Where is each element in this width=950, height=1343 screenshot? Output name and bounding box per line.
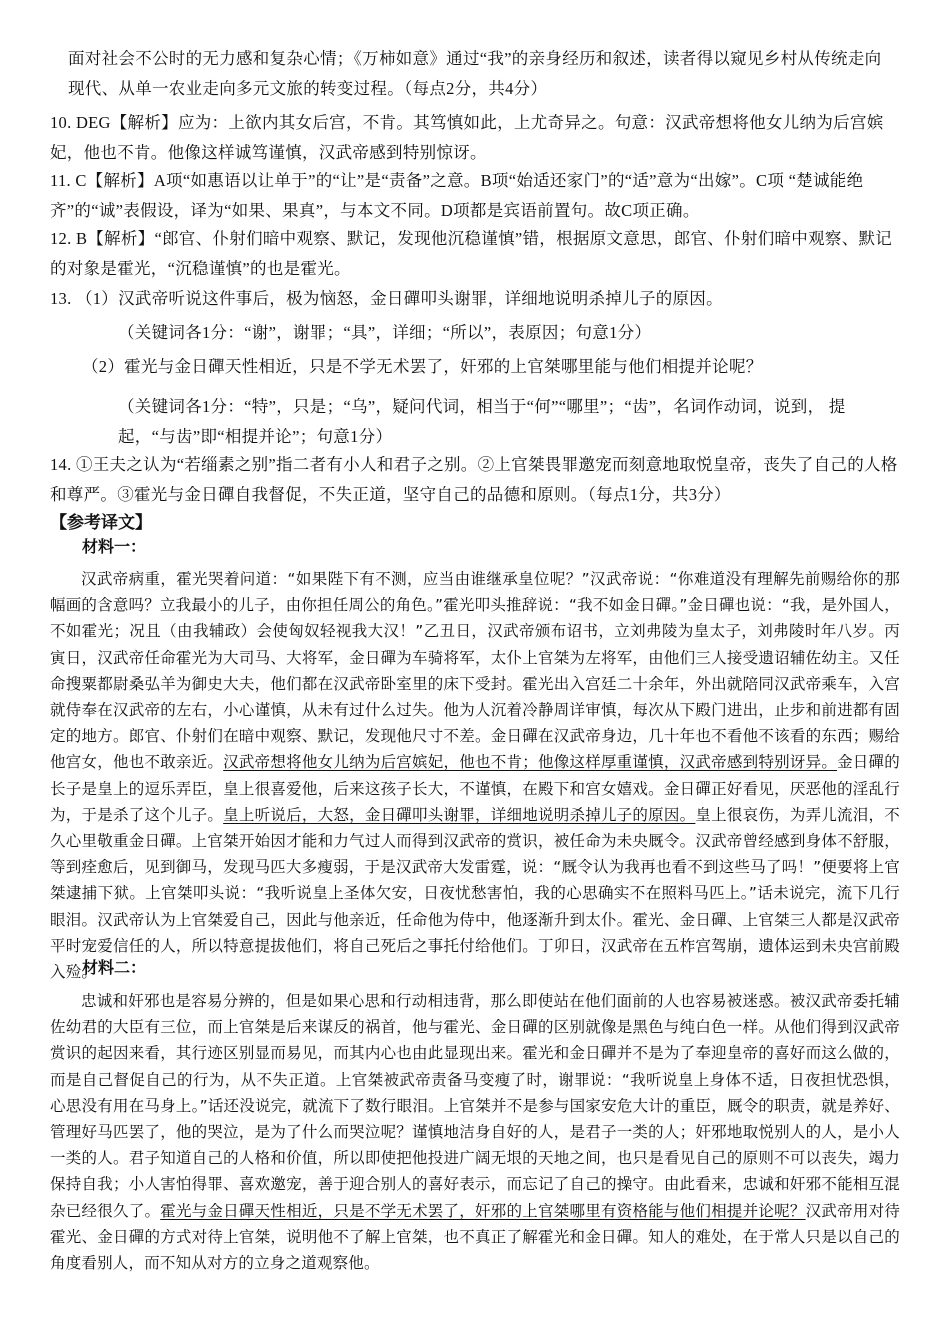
material-one-translation [50, 566, 900, 985]
q13-part2: （2）霍光与金日磾天性相近，只是不学无术罢了，奸邪的上官桀哪里能与他们相提并论呢？ [82, 357, 763, 376]
material-two-underlined: 霍光与金日磾天性相近，只是不学无术罢了，奸邪的上官桀哪里有资格能与他们相提并论呢？ [160, 1201, 806, 1220]
q13-part2-scoring: （关键词各1分：“特”，只是；“乌”，疑问代词，相当于“何”“哪里”；“齿”，名词作动词，说到， 提起，“与齿”即“相提并论”；句意1分） [118, 397, 846, 446]
material-one-text-c: 皇上很哀伤，为弄儿流泪，不久心里敬重金日磾。上官桀开始因才能和力气过人而得到汉武帝的赏识，被任命为未央厩令。汉武帝曾经感到身体不舒服，等到痊愈后，见到御马，发现马匹大多瘦弱，于是汉武帝大发雷霆，说：“厩令认为我再也看不到这些马了吗！”便要将上官桀逮捕下狱。上官桀叩头说：“我听说皇上圣体欠安，日夜忧愁害怕，我的心思确实不在照料马匹上。”话未说完，流下几行眼泪。汉武帝认为上官桀爱自己，因此与他亲近，任命他为侍中，他逐渐升到太仆。霍光、金日磾、上官桀三人都是汉武帝平时宠爱信任的人，所以特意提拔他们，将自己死后之事托付给他们。丁卯日，汉武帝在五柞宫驾崩，遗体运到未央宫前殿入殓。 [50, 805, 900, 982]
material-two-heading: 材料二： [82, 958, 147, 977]
q13-part1-scoring: （关键词各1分：“谢”，谢罪；“具”，详细；“所以”，表原因；句意1分） [118, 323, 652, 342]
material-two-translation [50, 988, 900, 1276]
material-two-text-b: 汉武帝用对待霍光、金日磾的方式对待上官桀，说明他不了解上官桀，也不真正了解霍光和金日磾。知人的难处，在于常人只是以自己的角度看别人，而不知从对方的立身之道观察他。 [50, 1201, 901, 1273]
material-two-text-a: 忠诚和奸邪也是容易分辨的，但是如果心思和行动相违背，那么即使站在他们面前的人也容易被迷惑。被汉武帝委托辅佐幼君的大臣有三位，而上官桀是后来谋反的祸首，他与霍光、金日磾的区别就像是黑色与纯白色一样。从他们得到汉武帝赏识的起因来看，其行迹区别显而易见，而其内心也由此显现出来。霍光和金日磾并不是为了奉迎皇帝的喜好而这么做的，而是自己督促自己的行为，从不失正道。上官桀被武帝责备马变瘦了时，谢罪说：“我听说皇上身体不适，日夜担忧恐惧，心思没有用在马身上。”话还没说完，就流下了数行眼泪。上官桀并不是参与国家安危大计的重臣，厩令的职责，就是养好、管理好马匹罢了，他的哭泣，是为了什么而哭泣呢？谨慎地洁身自好的人，是君子一类的人；奸邪地取悦别人的人，是小人一类的人。君子知道自己的人格和价值，所以即使把他投进广阔无垠的天地之间，也只是看见自己的原则不可以丧失，竭力保持自我；小人害怕得罪、喜欢邀宠，善于迎合别人的喜好表示，而忘记了自己的操守。由此看来，忠诚和奸邪不能相互混杂已经很久了。 [50, 992, 900, 1220]
q10-answer: 10. DEG【解析】应为：上欲内其女后宫，不肯。其笃慎如此，上尤奇异之。句意：汉武帝想将他女儿纳为后宫嫔妃，他也不肯。他像这样诚笃谨慎，汉武帝感到特别惊讶。 [50, 113, 884, 162]
material-one-heading: 材料一： [82, 537, 147, 556]
reference-translation-heading: 【参考译文】 [50, 513, 152, 533]
material-one-underlined-a: 汉武帝想将他女儿纳为后宫嫔妃，他也不肯；他像这样厚重谨慎，汉武帝感到特别讶异。 [223, 753, 838, 772]
material-one-text-b: 金日磾的长子是皇上的逗乐弄臣，皇上很喜爱他，后来这孩子长大，不谨慎，在殿下和宫女嬉戏。金日磾正好看见，厌恶他的淫乱行为，于是杀了这个儿子。 [50, 753, 900, 824]
q14-answer: 14. ①王夫之认为“若缁素之别”指二者有小人和君子之别。②上官桀畏罪邀宠而刻意地取悦皇帝，丧失了自己的人格 和尊严。③霍光与金日磾自我督促，不失正道，坚守自己的品德和原则。（每点1分，共3分） [50, 455, 898, 504]
material-one-text-a: 汉武帝病重，霍光哭着问道：“如果陛下有不测，应当由谁继承皇位呢？”汉武帝说：“你难道没有理解先前赐给你的那幅画的含意吗？立我最小的儿子，由你担任周公的角色。”霍光叩头推辞说：“我不如金日磾。”金日磾也说：“我，是外国人，不如霍光；况且（由我辅政）会使匈奴轻视我大汉！”乙丑日，汉武帝颁布诏书，立刘弗陵为皇太子，刘弗陵时年八岁。丙寅日，汉武帝任命霍光为大司马、大将军，金日磾为车骑将军，太仆上官桀为左将军，由他们三人接受遗诏辅佐幼主。又任命搜粟都尉桑弘羊为御史大夫，他们都在汉武帝卧室里的床下受封。霍光出入宫廷二十余年，外出就陪同汉武帝乘车，入宫就侍奉在汉武帝的左右，小心谨慎，从未有过什么过失。他为人沉着冷静周详审慎，每次从下殿门进出，止步和前进都有固定的地方。郎官、仆射们在暗中观察、默记，发现他尺寸不差。金日磾在汉武帝身边，几十年也不看他不该看的东西；赐给他宫女，他也不敢亲近。 [50, 570, 900, 772]
material-one-underlined-b: 皇上听说后，大怒，金日磾叩头谢罪，详细地说明杀掉儿子的原因。 [223, 805, 696, 824]
q13-part1: 13. （1）汉武帝听说这件事后，极为恼怒，金日磾叩头谢罪，详细地说明杀掉儿子的原因。 [50, 289, 723, 308]
q12-answer: 12. B【解析】“郎官、仆射们暗中观察、默记，发现他沉稳谨慎”错，根据原文意思，郎官、仆射们暗中观察、默记 的对象是霍光，“沉稳谨慎”的也是霍光。 [50, 229, 893, 278]
q11-answer: 11. C【解析】A项“如惠语以让单于”的“让”是“责备”之意。B项“始适还家门”的“适”意为“出嫁”。C项 “楚诚能绝齐”的“诚”表假设，译为“如果、果真”，与本文不同。D项都是宾语前置句。故C项正确。 [50, 171, 864, 220]
q9-answer-tail: 面对社会不公时的无力感和复杂心情；《万柿如意》通过“我”的亲身经历和叙述，读者得以窥见乡村从传统走向现代、从单一农业走向多元文旅的转变过程。（每点2分，共4分） [68, 49, 882, 98]
